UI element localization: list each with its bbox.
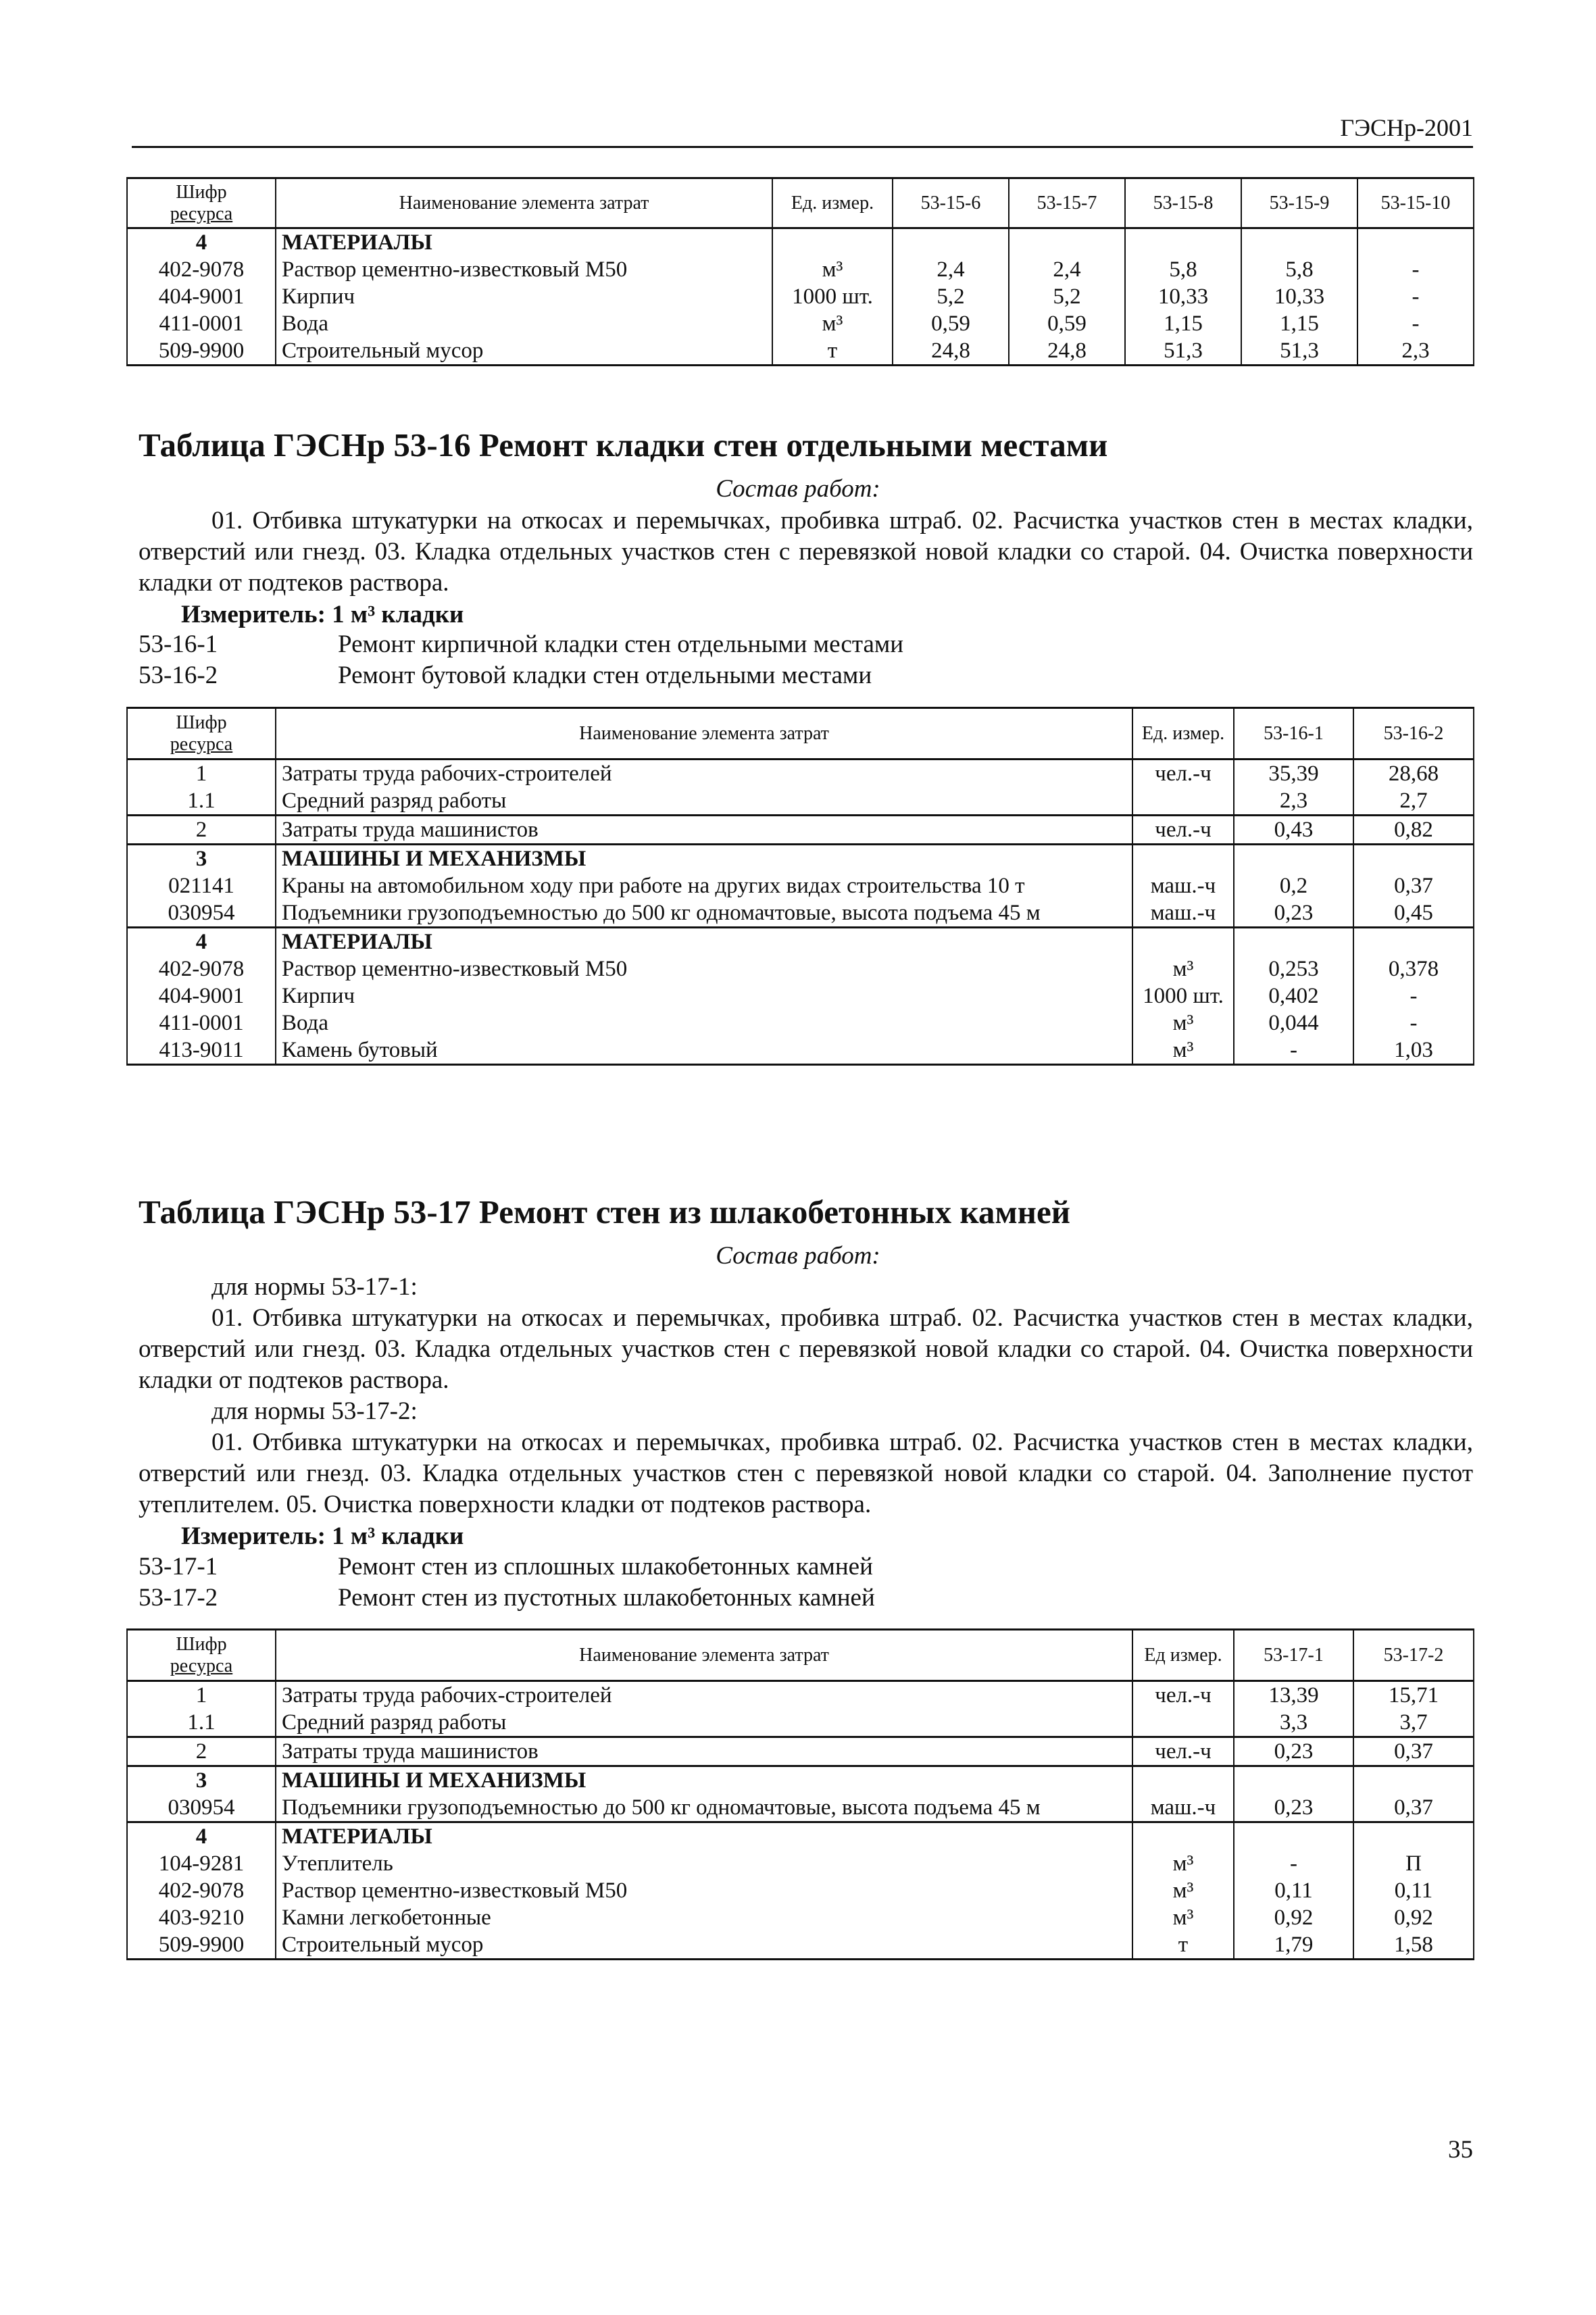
table-row: 1.1 Средний разряд работы 2,3 2,7 — [127, 787, 1474, 816]
norm-code: 53-17-2 — [139, 1584, 218, 1612]
table-row: 4 МАТЕРИАЛЫ — [127, 228, 1474, 257]
table-row: 2 Затраты труда машинистов чел.-ч 0,43 0,82 — [127, 816, 1474, 845]
table-row: 030954 Подъемники грузоподъемностью до 500 кг одномачтовые, высота подъема 45 м маш.-ч 0,23 0,45 — [127, 899, 1474, 928]
table-53-15 — [126, 177, 1474, 366]
table-row: 4 МАТЕРИАЛЫ — [127, 928, 1474, 956]
header-col: 53-15-7 — [1009, 178, 1125, 228]
header-col: 53-16-1 — [1234, 708, 1353, 760]
header-rule — [132, 146, 1473, 148]
header-col: 53-15-6 — [893, 178, 1009, 228]
norm-code: 53-16-2 — [139, 662, 218, 689]
table-row: 1.1 Средний разряд работы 3,3 3,7 — [127, 1709, 1474, 1737]
norm-row — [139, 630, 903, 659]
table-53-16 — [126, 707, 1474, 1066]
work-composition-text: 01. Отбивка штукатурки на откосах и перемычках, пробивка штраб. 02. Расчистка участков стен в местах кладки, отверстий или гнезд. 03. Кладка отдельных участков стен с перевязкой новой кладки со старой. 04. Очистка поверхности кладки от подтеков раствора. — [139, 1304, 1473, 1394]
norm-row — [139, 1552, 873, 1581]
table-row: 402-9078 Раствор цементно-известковый М50 м³ 0,11 0,11 — [127, 1877, 1474, 1904]
header-code: Шифр ресурса — [127, 708, 276, 760]
table-row: 509-9900 Строительный мусор т 1,79 1,58 — [127, 1931, 1474, 1960]
work-composition-text: 01. Отбивка штукатурки на откосах и перемычках, пробивка штраб. 02. Расчистка участков стен в местах кладки, отверстий или гнезд. 03. Кладка отдельных участков стен с перевязкой новой кладки со старой. 04. Заполнение пустот утеплителем. 05. Очистка поверхности кладки от подтеков раствора. — [139, 1428, 1473, 1518]
table-row: 1 Затраты труда рабочих-строителей чел.-ч 13,39 15,71 — [127, 1681, 1474, 1710]
header-col: 53-15-10 — [1357, 178, 1474, 228]
table-row: 021141 Краны на автомобильном ходу при работе на других видах строительства 10 т маш.-ч 0,2 0,37 — [127, 872, 1474, 899]
table-row: 404-9001 Кирпич 1000 шт. 0,402 - — [127, 982, 1474, 1010]
norm-name: Ремонт кирпичной кладки стен отдельными местами — [338, 630, 904, 658]
norm-row — [139, 661, 872, 690]
composition-title: Состав работ: — [716, 1242, 880, 1270]
header-name: Наименование элемента затрат — [276, 178, 772, 228]
norm-code: 53-16-1 — [139, 630, 218, 658]
table-row: 1 Затраты труда рабочих-строителей чел.-ч 35,39 28,68 — [127, 760, 1474, 788]
work-composition-text: 01. Отбивка штукатурки на откосах и перемычках, пробивка штраб. 02. Расчистка участков стен в местах кладки, отверстий или гнезд. 03. Кладка отдельных участков стен с перевязкой новой кладки со старой. 04. Очистка поверхности кладки от подтеков раствора. — [139, 507, 1473, 597]
section-title-53-16: Таблица ГЭСНр 53-16 Ремонт кладки стен отдельными местами — [139, 426, 1108, 464]
table-row: 402-9078 Раствор цементно-известковый М50 м³ 0,253 0,378 — [127, 955, 1474, 982]
table-row: 403-9210 Камни легкобетонные м³ 0,92 0,92 — [127, 1904, 1474, 1931]
table-header-row — [127, 1630, 1474, 1681]
table-header-row — [127, 708, 1474, 760]
table-row: 104-9281 Утеплитель м³ - П — [127, 1850, 1474, 1877]
header-name: Наименование элемента затрат — [276, 708, 1132, 760]
table-row: 404-9001 Кирпич 1000 шт. 5,2 5,2 10,33 10,33 - — [127, 283, 1474, 310]
header-col: 53-15-8 — [1125, 178, 1241, 228]
norm-name: Ремонт бутовой кладки стен отдельными местами — [338, 662, 872, 689]
section-title-53-17: Таблица ГЭСНр 53-17 Ремонт стен из шлакобетонных камней — [139, 1193, 1070, 1230]
header-name: Наименование элемента затрат — [276, 1630, 1132, 1681]
table-row: 4 МАТЕРИАЛЫ — [127, 1822, 1474, 1851]
table-row: 3 МАШИНЫ И МЕХАНИЗМЫ — [127, 845, 1474, 873]
table-row: 402-9078 Раствор цементно-известковый М50 м³ 2,4 2,4 5,8 5,8 - — [127, 256, 1474, 283]
header-unit: Ед измер. — [1132, 1630, 1234, 1681]
composition-title: Состав работ: — [716, 475, 880, 503]
table-row: 411-0001 Вода м³ 0,044 - — [127, 1010, 1474, 1037]
header-col: 53-17-2 — [1353, 1630, 1474, 1681]
norm-row — [139, 1583, 875, 1612]
table-row: 3 МАШИНЫ И МЕХАНИЗМЫ — [127, 1766, 1474, 1795]
table-row: 413-9011 Камень бутовый м³ - 1,03 — [127, 1037, 1474, 1065]
norm-code: 53-17-1 — [139, 1553, 218, 1580]
norm-name: Ремонт стен из сплошных шлакобетонных камней — [338, 1553, 873, 1580]
norm-name: Ремонт стен из пустотных шлакобетонных камней — [338, 1584, 875, 1612]
table-row: 2 Затраты труда машинистов чел.-ч 0,23 0,37 — [127, 1737, 1474, 1766]
table-row: 030954 Подъемники грузоподъемностью до 500 кг одномачтовые, высота подъема 45 м маш.-ч 0,23 0,37 — [127, 1794, 1474, 1822]
measure-unit: Измеритель: 1 м³ кладки — [181, 1522, 464, 1550]
norm-subtitle: для нормы 53-17-2: — [211, 1397, 418, 1425]
table-header-row — [127, 178, 1474, 228]
table-row: 509-9900 Строительный мусор т 24,8 24,8 51,3 51,3 2,3 — [127, 337, 1474, 366]
norm-subtitle: для нормы 53-17-1: — [211, 1273, 418, 1301]
header-unit: Ед. измер. — [772, 178, 893, 228]
header-col: 53-15-9 — [1241, 178, 1357, 228]
header-unit: Ед. измер. — [1132, 708, 1234, 760]
header-code: Шифр ресурса — [127, 1630, 276, 1681]
header-col: 53-16-2 — [1353, 708, 1474, 760]
header-code: Шифр ресурса — [127, 178, 276, 228]
measure-unit: Измеритель: 1 м³ кладки — [181, 601, 464, 628]
page-number: 35 — [1448, 2136, 1473, 2164]
table-row: 411-0001 Вода м³ 0,59 0,59 1,15 1,15 - — [127, 310, 1474, 337]
header-col: 53-17-1 — [1234, 1630, 1353, 1681]
document-code-header: ГЭСНр-2001 — [1340, 114, 1473, 141]
table-53-17 — [126, 1628, 1474, 1960]
